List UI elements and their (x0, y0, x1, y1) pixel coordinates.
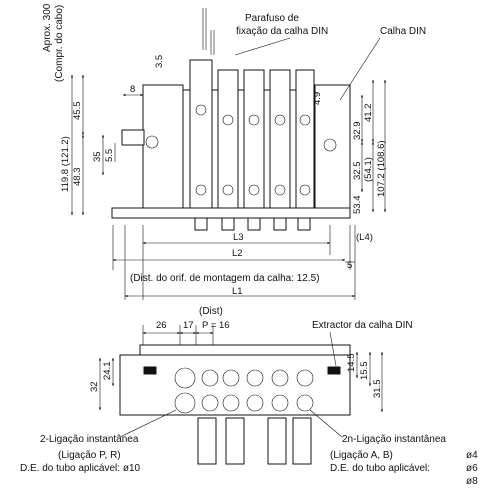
dim-L2: L2 (232, 248, 243, 259)
dim-5-5: 5.5 (104, 148, 115, 162)
dim-14-5: 14.5 (346, 353, 357, 372)
din-rail-leader (340, 38, 380, 100)
tube-od-4: ø4 (466, 450, 478, 461)
rail-extractor-left (144, 367, 156, 374)
din-screw-label-2: fixação da calha DIN (236, 26, 329, 37)
dim-L4: (L4) (356, 232, 373, 243)
dim-26: 26 (156, 320, 167, 331)
tube-od-8: ø8 (466, 476, 478, 487)
port-pr-label-1: 2-Ligação instantânea (40, 434, 139, 445)
dim-54-1: (54.1) (363, 157, 374, 182)
dim-35: 35 (92, 151, 103, 162)
cable-length-note: (Compr. do cabo) (54, 4, 65, 82)
dim-31-5: 31.5 (372, 379, 383, 398)
dim-3-5: 3.5 (154, 54, 165, 68)
cable-length-label: Aprox. 300 (42, 3, 53, 52)
rail-extractor-right (328, 367, 340, 374)
dim-8: 8 (130, 84, 136, 95)
tube-od-6: ø6 (466, 463, 478, 474)
dim-P16: P = 16 (202, 320, 230, 331)
rail-pitch-note: (Dist. do orif. de montagem da calha: 12.5) (130, 273, 320, 284)
din-screw-leader (235, 38, 290, 55)
dim-5: 5 (347, 260, 353, 271)
dim-119-8: 119.8 (121.2) (60, 136, 71, 192)
dim-53-4: 53.4 (352, 195, 363, 214)
dim-32-9: 32.9 (352, 121, 363, 140)
din-screw-label-1: Parafuso de (245, 13, 299, 24)
bottom-fittings (195, 218, 310, 230)
bottom-rail (140, 345, 350, 355)
port-ab-label-1: 2n-Ligação instantânea (342, 434, 446, 445)
port-ab-label-2: (Ligação A, B) (330, 450, 393, 461)
dim-32: 32 (89, 381, 100, 392)
dim-24-1: 24.1 (102, 361, 113, 380)
dim-45-5: 45.5 (72, 101, 83, 120)
dim-L1: L1 (232, 286, 243, 297)
dim-41-2: 41.2 (363, 103, 374, 122)
dim-48-3: 48.3 (72, 167, 83, 186)
rail-extractor-label: Extractor da calha DIN (312, 320, 413, 331)
dim-107-2: 107.2 (108.6) (376, 140, 387, 197)
port-pr-label-3: D.E. do tubo aplicável: ø10 (20, 463, 141, 474)
port-ab-label-3: D.E. do tubo aplicável: (330, 463, 431, 474)
front-view (112, 8, 350, 230)
left-rail-stub (122, 130, 144, 145)
lead-wires (203, 8, 214, 55)
pitch-note: (Dist) (199, 306, 223, 317)
dim-32-5: 32.5 (352, 161, 363, 180)
lower-connectors (198, 418, 311, 464)
bottom-view (120, 345, 350, 464)
port-pr-label-2: (Ligação P, R) (58, 450, 121, 461)
dim-17: 17 (183, 320, 194, 331)
din-rail-label: Calha DIN (380, 26, 427, 37)
dim-L3: L3 (233, 232, 244, 243)
din-rail-front (112, 208, 350, 218)
dim-15-5: 15.5 (359, 361, 370, 380)
dim-4-9: 4.9 (312, 91, 323, 105)
